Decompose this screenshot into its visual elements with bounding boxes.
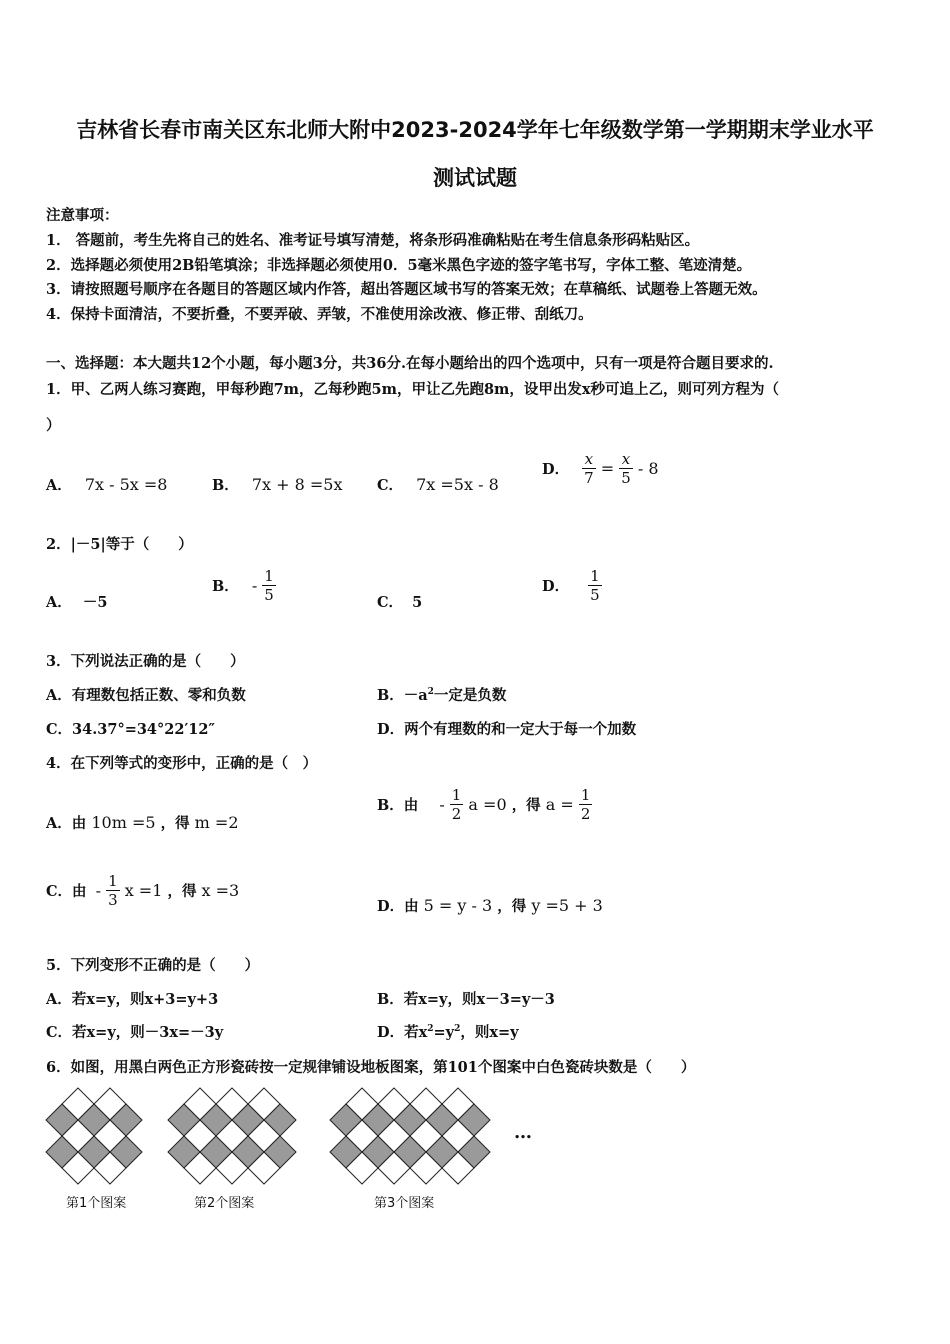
section-heading: 一、选择题：本大题共12个小题，每小题3分，共36分.在每小题给出的四个选项中，只有一项是符合题目要求的. [46, 355, 774, 372]
numerator: 1 [451, 786, 462, 804]
q4-c-mid: ，得 [167, 883, 197, 900]
numerator: x [582, 450, 596, 469]
superscript: 2 [427, 687, 434, 698]
option-label: B． [212, 578, 239, 595]
notice-heading: 注意事项： [46, 207, 119, 224]
q2-a-value: －5 [82, 594, 108, 611]
option-label: D． [542, 461, 570, 478]
notice-item: 1． 答题前，考生先将自己的姓名、准考证号填写清楚，将条形码准确粘贴在考生信息条形码粘贴区。 [46, 232, 700, 249]
q1-d-frac2 [619, 450, 633, 487]
numerator: 1 [580, 786, 591, 804]
q3-b-post: 一定是负数 [433, 687, 507, 704]
numerator: x [619, 450, 633, 469]
option-label: A．由 [46, 815, 87, 832]
q4-b-eq1-tail: a =0 [468, 795, 507, 814]
q1-c-expr: 7x =5x - 8 [416, 475, 499, 494]
q4-d-eq1: 5 = y - 3 [423, 896, 493, 915]
option-label: B．由 [377, 797, 419, 814]
option-label: D． [542, 578, 570, 595]
q4-b-mid: ，得 [511, 797, 541, 814]
notice-item: 4．保持卡面清洁，不要折叠，不要弄破、弄皱，不准使用涂改液、修正带、刮纸刀。 [46, 306, 593, 323]
denominator: 2 [580, 805, 591, 823]
figure-caption-1: 第1个图案 [66, 1196, 127, 1211]
q5-d-pre: D．若x [377, 1024, 428, 1041]
q5-option-d [377, 1021, 519, 1042]
q3-option-a: A．有理数包括正数、零和负数 [46, 687, 246, 704]
q4-a-eq1: 10m =5 [91, 813, 156, 832]
q4-option-d [377, 895, 603, 916]
question-5-stem: 5．下列变形不正确的是（ ） [46, 957, 260, 974]
minus-sign: - [95, 881, 102, 900]
option-label: A． [46, 477, 72, 494]
q2-option-c [377, 591, 422, 612]
q1-option-c [377, 474, 499, 495]
exam-title-line1: 吉林省长春市南关区东北师大附中2023-2024学年七年级数学第一学期期末学业水平 [76, 118, 874, 142]
q4-option-c [46, 872, 239, 909]
question-1-stem: 1．甲、乙两人练习赛跑，甲每秒跑7m，乙每秒跑5m，甲让乙先跑8m，设甲出发x秒可追上乙，则可列方程为（ [46, 381, 780, 398]
option-label: C． [377, 477, 404, 494]
q4-b-frac1 [450, 786, 464, 823]
q4-d-mid: ，得 [497, 898, 527, 915]
q2-option-b [212, 567, 276, 604]
q1-option-b [212, 474, 342, 495]
minus-sign: - [251, 576, 258, 595]
question-4-stem: 4．在下列等式的变形中，正确的是（ ） [46, 755, 318, 772]
exam-title-line2: 测试试题 [433, 166, 517, 190]
option-label: D．由 [377, 898, 419, 915]
q2-d-frac [588, 567, 602, 604]
q3-option-c: C．34.37°=34°22′12″ [46, 721, 215, 738]
q4-c-eq1-tail: x =1 [124, 881, 163, 900]
question-3-stem: 3．下列说法正确的是（ ） [46, 653, 245, 670]
q4-option-b [377, 786, 592, 823]
q1-d-tail: - 8 [637, 459, 659, 478]
q5-d-mid: =y [433, 1024, 455, 1041]
q3-option-d: D．两个有理数的和一定大于每一个加数 [377, 721, 637, 738]
q4-b-frac2 [579, 786, 593, 823]
superscript: 2 [454, 1024, 461, 1035]
denominator: 7 [584, 469, 594, 487]
notice-item: 2．选择题必须使用2B铅笔填涂；非选择题必须使用0．5毫米黑色字迹的签字笔书写，字体工整、笔迹清楚。 [46, 257, 752, 274]
q2-c-value: 5 [412, 594, 423, 611]
tile-pattern-figures [40, 1082, 560, 1192]
q4-a-eq2: m =2 [194, 813, 239, 832]
denominator: 5 [264, 586, 274, 604]
denominator: 3 [108, 891, 118, 909]
option-label: C． [377, 594, 404, 611]
q1-option-a [46, 474, 167, 495]
denominator: 5 [590, 586, 600, 604]
q5-option-b: B．若x=y，则x－3=y－3 [377, 991, 555, 1008]
q3-option-b [377, 684, 506, 705]
q3-b-pre: B．－a [377, 687, 428, 704]
ellipsis: … [514, 1122, 532, 1143]
option-label: B． [212, 477, 239, 494]
q4-c-eq2: x =3 [201, 881, 240, 900]
minus-sign: - [439, 795, 445, 814]
q1-b-expr: 7x + 8 =5x [251, 475, 343, 494]
option-label: A． [46, 594, 72, 611]
q1-a-expr: 7x - 5x =8 [84, 475, 168, 494]
q2-option-d [542, 567, 602, 604]
equals-sign: = [600, 459, 615, 478]
q1-d-frac1 [582, 450, 596, 487]
q2-b-frac [262, 567, 276, 604]
q5-d-post: ，则x=y [460, 1024, 519, 1041]
superscript: 2 [427, 1024, 434, 1035]
denominator: 2 [451, 805, 462, 823]
q4-a-mid: ，得 [160, 815, 190, 832]
option-label: C．由 [46, 883, 87, 900]
question-6-stem: 6．如图，用黑白两色正方形瓷砖按一定规律铺设地板图案，第101个图案中白色瓷砖块数是（ ） [46, 1059, 696, 1076]
q4-option-a [46, 812, 239, 833]
denominator: 5 [621, 469, 631, 487]
q4-d-eq2: y =5 + 3 [531, 896, 603, 915]
q4-c-frac [106, 872, 120, 909]
q5-option-a: A．若x=y，则x+3=y+3 [46, 991, 219, 1008]
q5-option-c: C．若x=y，则－3x=－3y [46, 1024, 224, 1041]
q1-option-d [542, 450, 659, 487]
numerator: 1 [264, 567, 274, 585]
numerator: 1 [108, 872, 118, 890]
question-1-stem-end: ） [46, 417, 61, 434]
figure-caption-2: 第2个图案 [194, 1196, 255, 1211]
numerator: 1 [590, 567, 600, 585]
question-2-stem: 2．|－5|等于（ ） [46, 536, 193, 553]
notice-item: 3．请按照题号顺序在各题目的答题区域内作答，超出答题区域书写的答案无效；在草稿纸、试题卷上答题无效。 [46, 281, 767, 298]
q2-option-a [46, 591, 107, 612]
q4-b-eq2-lhs: a = [545, 795, 574, 814]
figure-caption-3: 第3个图案 [374, 1196, 435, 1211]
